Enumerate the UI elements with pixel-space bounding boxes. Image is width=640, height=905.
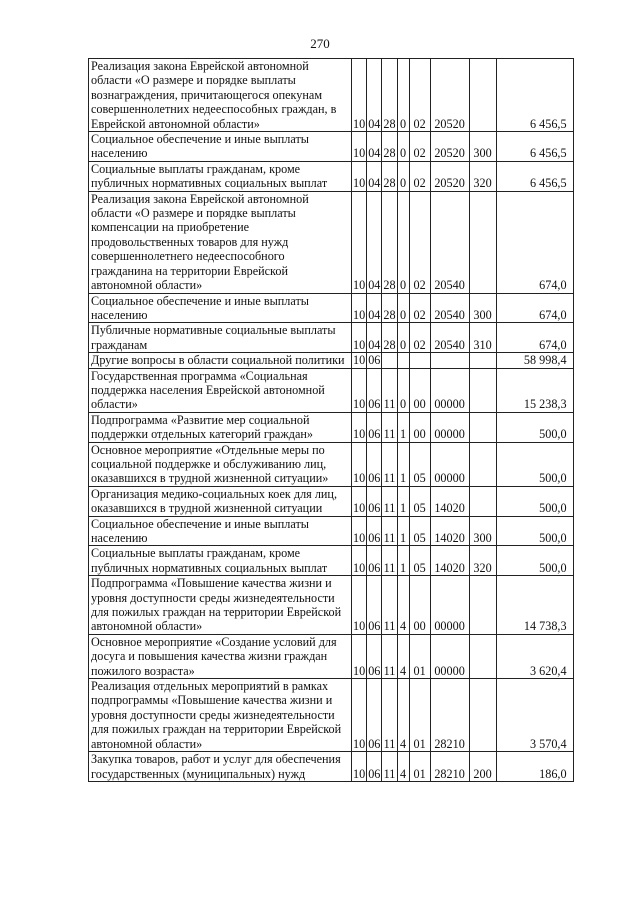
section-code: 10 [352, 293, 367, 323]
table-row [89, 353, 574, 368]
amount: 674,0 [496, 293, 573, 323]
direction-code: 20540 [430, 191, 469, 293]
subprogram-code: 4 [397, 634, 409, 678]
program-code: 11 [382, 576, 397, 635]
subsection-code: 06 [367, 752, 382, 782]
expense-type-code [469, 353, 496, 368]
program-code: 11 [382, 412, 397, 442]
table-row [89, 679, 574, 752]
subprogram-code: 1 [397, 412, 409, 442]
subsection-code: 04 [367, 323, 382, 353]
section-code: 10 [352, 368, 367, 412]
direction-code: 00000 [430, 412, 469, 442]
table-row [89, 442, 574, 486]
table-row [89, 191, 574, 293]
row-name: Реализация отдельных мероприятий в рамках подпрограммы «Повышение качества жизни и уровня доступности среды жизнедеятельности для пожилых граждан на территории Еврейской автономной области» [89, 679, 352, 752]
amount: 674,0 [496, 323, 573, 353]
direction-code: 28210 [430, 679, 469, 752]
amount: 500,0 [496, 546, 573, 576]
subprogram-code: 1 [397, 546, 409, 576]
subsection-code: 06 [367, 486, 382, 516]
amount: 186,0 [496, 752, 573, 782]
table-row [89, 368, 574, 412]
row-name: Основное мероприятие «Отдельные меры по социальной поддержке и обслуживанию лиц, оказавшихся в трудной жизненной ситуации» [89, 442, 352, 486]
row-name: Социальные выплаты гражданам, кроме публичных нормативных социальных выплат [89, 546, 352, 576]
section-code: 10 [352, 191, 367, 293]
expense-type-code [469, 412, 496, 442]
direction-code: 00000 [430, 576, 469, 635]
row-name: Основное мероприятие «Создание условий для досуга и повышения качества жизни граждан пожилого возраста» [89, 634, 352, 678]
table-row [89, 516, 574, 546]
expense-type-code: 300 [469, 516, 496, 546]
program-code: 11 [382, 546, 397, 576]
amount: 500,0 [496, 516, 573, 546]
expense-type-code [469, 442, 496, 486]
table-row [89, 634, 574, 678]
row-name: Другие вопросы в области социальной политики [89, 353, 352, 368]
activity-code: 02 [409, 293, 430, 323]
section-code: 10 [352, 132, 367, 162]
subprogram-code [397, 353, 409, 368]
amount: 6 456,5 [496, 161, 573, 191]
program-code: 28 [382, 132, 397, 162]
amount: 500,0 [496, 486, 573, 516]
direction-code: 00000 [430, 368, 469, 412]
direction-code: 14020 [430, 546, 469, 576]
amount: 500,0 [496, 442, 573, 486]
row-name: Реализация закона Еврейской автономной области «О размере и порядке выплаты вознаграждения, причитающегося опекунам совершеннолетних недееспособных граждан, в Еврейской автономной области» [89, 59, 352, 132]
subsection-code: 06 [367, 546, 382, 576]
activity-code: 05 [409, 486, 430, 516]
subprogram-code: 4 [397, 752, 409, 782]
direction-code: 20540 [430, 293, 469, 323]
row-name: Государственная программа «Социальная поддержка населения Еврейской автономной области» [89, 368, 352, 412]
expense-type-code: 320 [469, 161, 496, 191]
activity-code: 05 [409, 546, 430, 576]
activity-code: 05 [409, 516, 430, 546]
page-number: 270 [310, 36, 330, 51]
row-name: Социальное обеспечение и иные выплаты населению [89, 516, 352, 546]
activity-code: 00 [409, 576, 430, 635]
activity-code: 00 [409, 412, 430, 442]
direction-code: 00000 [430, 442, 469, 486]
section-code: 10 [352, 323, 367, 353]
amount: 14 738,3 [496, 576, 573, 635]
program-code: 28 [382, 323, 397, 353]
expense-type-code [469, 576, 496, 635]
subsection-code: 06 [367, 412, 382, 442]
subsection-code: 04 [367, 293, 382, 323]
amount: 6 456,5 [496, 59, 573, 132]
program-code: 28 [382, 59, 397, 132]
table-row [89, 412, 574, 442]
subsection-code: 06 [367, 368, 382, 412]
amount: 674,0 [496, 191, 573, 293]
section-code: 10 [352, 679, 367, 752]
expense-type-code: 300 [469, 132, 496, 162]
expense-type-code: 310 [469, 323, 496, 353]
program-code: 11 [382, 368, 397, 412]
section-code: 10 [352, 412, 367, 442]
subsection-code: 06 [367, 516, 382, 546]
program-code: 11 [382, 516, 397, 546]
program-code: 11 [382, 486, 397, 516]
subprogram-code: 0 [397, 59, 409, 132]
budget-table [88, 58, 574, 782]
activity-code [409, 353, 430, 368]
expense-type-code: 200 [469, 752, 496, 782]
activity-code: 02 [409, 191, 430, 293]
section-code: 10 [352, 546, 367, 576]
subprogram-code: 0 [397, 323, 409, 353]
subprogram-code: 1 [397, 442, 409, 486]
activity-code: 00 [409, 368, 430, 412]
section-code: 10 [352, 161, 367, 191]
section-code: 10 [352, 752, 367, 782]
direction-code: 20520 [430, 59, 469, 132]
expense-type-code [469, 634, 496, 678]
table-row [89, 132, 574, 162]
amount: 3 570,4 [496, 679, 573, 752]
section-code: 10 [352, 576, 367, 635]
table-row [89, 59, 574, 132]
amount: 3 620,4 [496, 634, 573, 678]
subsection-code: 06 [367, 634, 382, 678]
row-name: Подпрограмма «Развитие мер социальной поддержки отдельных категорий граждан» [89, 412, 352, 442]
subsection-code: 06 [367, 576, 382, 635]
amount: 500,0 [496, 412, 573, 442]
program-code: 11 [382, 752, 397, 782]
subprogram-code: 0 [397, 161, 409, 191]
program-code: 28 [382, 191, 397, 293]
section-code: 10 [352, 486, 367, 516]
amount: 58 998,4 [496, 353, 573, 368]
program-code: 11 [382, 679, 397, 752]
subprogram-code: 0 [397, 132, 409, 162]
subprogram-code: 1 [397, 516, 409, 546]
subprogram-code: 0 [397, 368, 409, 412]
direction-code: 14020 [430, 516, 469, 546]
direction-code: 28210 [430, 752, 469, 782]
subsection-code: 04 [367, 161, 382, 191]
expense-type-code [469, 486, 496, 516]
expense-type-code: 300 [469, 293, 496, 323]
direction-code: 20520 [430, 132, 469, 162]
row-name: Реализация закона Еврейской автономной области «О размере и порядке выплаты компенсации на приобретение продовольственных товаров для нужд совершеннолетнего недееспособного гражданина на территории Еврейской автономной области» [89, 191, 352, 293]
subsection-code: 04 [367, 132, 382, 162]
subsection-code: 04 [367, 59, 382, 132]
subsection-code: 06 [367, 442, 382, 486]
row-name: Социальное обеспечение и иные выплаты населению [89, 293, 352, 323]
subsection-code: 06 [367, 679, 382, 752]
activity-code: 02 [409, 161, 430, 191]
expense-type-code [469, 191, 496, 293]
table-row [89, 486, 574, 516]
subsection-code: 04 [367, 191, 382, 293]
table-row [89, 161, 574, 191]
program-code: 11 [382, 634, 397, 678]
amount: 6 456,5 [496, 132, 573, 162]
program-code: 11 [382, 442, 397, 486]
activity-code: 05 [409, 442, 430, 486]
subprogram-code: 1 [397, 486, 409, 516]
expense-type-code [469, 368, 496, 412]
direction-code: 14020 [430, 486, 469, 516]
section-code: 10 [353, 353, 366, 368]
row-name: Социальные выплаты гражданам, кроме публичных нормативных социальных выплат [89, 161, 352, 191]
direction-code [430, 353, 469, 368]
row-name: Организация медико-социальных коек для лиц, оказавшихся в трудной жизненной ситуации [89, 486, 352, 516]
expense-type-code [469, 679, 496, 752]
section-code: 10 [352, 516, 367, 546]
expense-type-code: 320 [469, 546, 496, 576]
table-row [89, 576, 574, 635]
subprogram-code: 0 [397, 293, 409, 323]
expense-type-code [469, 59, 496, 132]
subprogram-code: 4 [397, 679, 409, 752]
subprogram-code: 0 [397, 191, 409, 293]
table-row [89, 546, 574, 576]
activity-code: 01 [409, 634, 430, 678]
activity-code: 01 [409, 679, 430, 752]
row-name: Подпрограмма «Повышение качества жизни и уровня доступности среды жизнедеятельности для пожилых граждан на территории Еврейской автономной области» [89, 576, 352, 635]
subsection-code: 06 [368, 353, 381, 368]
row-name: Публичные нормативные социальные выплаты гражданам [89, 323, 352, 353]
table-row [89, 752, 574, 782]
activity-code: 02 [409, 59, 430, 132]
section-code: 10 [352, 59, 367, 132]
activity-code: 01 [409, 752, 430, 782]
program-code: 28 [382, 161, 397, 191]
table-row [89, 293, 574, 323]
section-code: 10 [352, 634, 367, 678]
direction-code: 20540 [430, 323, 469, 353]
table-row [89, 323, 574, 353]
row-name: Закупка товаров, работ и услуг для обеспечения государственных (муниципальных) нужд [89, 752, 352, 782]
program-code [382, 353, 397, 368]
row-name: Социальное обеспечение и иные выплаты населению [89, 132, 352, 162]
direction-code: 00000 [430, 634, 469, 678]
budget-table-body [89, 59, 574, 782]
section-code: 10 [352, 442, 367, 486]
activity-code: 02 [409, 132, 430, 162]
direction-code: 20520 [430, 161, 469, 191]
program-code: 28 [382, 293, 397, 323]
activity-code: 02 [409, 323, 430, 353]
amount: 15 238,3 [496, 368, 573, 412]
subprogram-code: 4 [397, 576, 409, 635]
